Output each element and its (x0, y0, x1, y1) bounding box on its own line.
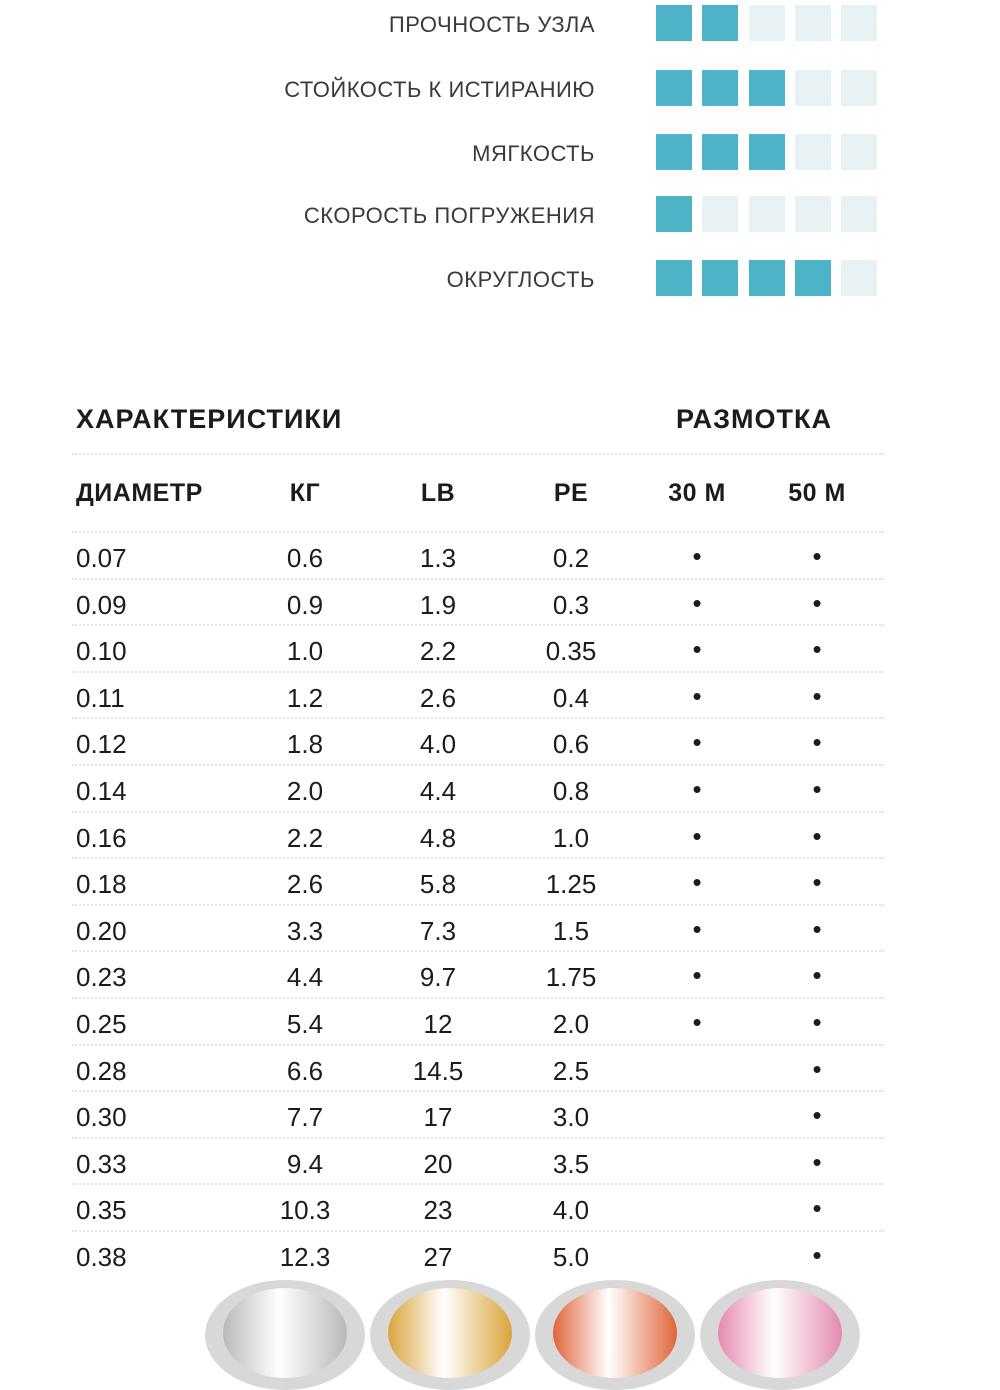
lb-cell: 9.7 (419, 962, 457, 992)
lb-cell: 4.0 (419, 729, 457, 759)
kg-cell: 12.3 (279, 1242, 331, 1272)
kg-cell: 1.8 (286, 729, 324, 759)
rating-square-empty (841, 196, 877, 232)
pe-cell: 0.2 (552, 543, 590, 573)
spool-30m-mark: • (692, 727, 702, 757)
pe-cell: 0.3 (552, 590, 590, 620)
rating-square-filled (795, 260, 831, 296)
spool-image (535, 1280, 695, 1390)
kg-cell: 4.4 (286, 962, 324, 992)
lb-cell: 4.8 (419, 823, 457, 853)
diameter-cell: 0.33 (76, 1149, 127, 1179)
pe-cell: 5.0 (552, 1242, 590, 1272)
row-divider (72, 1137, 884, 1139)
diameter-cell: 0.35 (76, 1195, 127, 1225)
diameter-cell: 0.38 (76, 1242, 127, 1272)
diameter-cell: 0.23 (76, 962, 127, 992)
row-divider (72, 1044, 884, 1046)
row-divider (72, 1090, 884, 1092)
spool-image (370, 1280, 530, 1390)
header-kg: КГ (289, 479, 321, 507)
rating-label: СКОРОСТЬ ПОГРУЖЕНИЯ (303, 203, 595, 228)
diameter-cell: 0.07 (76, 543, 127, 573)
rating-square-empty (841, 260, 877, 296)
specs-title: ХАРАКТЕРИСТИКИ (76, 404, 343, 434)
spool-image (205, 1280, 365, 1390)
diameter-cell: 0.10 (76, 636, 127, 666)
spool-line-color (223, 1288, 347, 1378)
row-divider (72, 531, 884, 533)
rating-square-filled (749, 70, 785, 106)
lb-cell: 2.6 (419, 683, 457, 713)
rating-square-empty (841, 5, 877, 41)
spool-30m-mark: • (692, 867, 702, 897)
pe-cell: 4.0 (552, 1195, 590, 1225)
spool-line-color (553, 1288, 677, 1378)
lb-cell: 4.4 (419, 776, 457, 806)
header-50m: 50 М (788, 479, 846, 507)
lb-cell: 12 (423, 1009, 453, 1039)
kg-cell: 1.2 (286, 683, 324, 713)
rating-row (0, 194, 1000, 234)
rating-square-filled (749, 134, 785, 170)
lb-cell: 2.2 (419, 636, 457, 666)
kg-cell: 10.3 (279, 1195, 331, 1225)
row-divider (72, 671, 884, 673)
rating-square-filled (702, 134, 738, 170)
pe-cell: 0.35 (545, 636, 597, 666)
spool-30m-mark: • (692, 634, 702, 664)
spool-50m-mark: • (812, 1147, 822, 1177)
spool-50m-mark: • (812, 1193, 822, 1223)
pe-cell: 1.5 (552, 916, 590, 946)
kg-cell: 5.4 (286, 1009, 324, 1039)
lb-cell: 1.3 (419, 543, 457, 573)
spool-50m-mark: • (812, 1240, 822, 1270)
spool-30m-mark: • (692, 588, 702, 618)
lb-cell: 5.8 (419, 869, 457, 899)
row-divider (72, 717, 884, 719)
pe-cell: 1.0 (552, 823, 590, 853)
header-30m: 30 М (668, 479, 726, 507)
kg-cell: 2.6 (286, 869, 324, 899)
lb-cell: 14.5 (412, 1056, 464, 1086)
spool-50m-mark: • (812, 914, 822, 944)
pe-cell: 0.8 (552, 776, 590, 806)
rating-square-filled (749, 260, 785, 296)
rating-square-filled (656, 5, 692, 41)
spool-50m-mark: • (812, 681, 822, 711)
rating-label: ПРОЧНОСТЬ УЗЛА (388, 12, 595, 37)
pe-cell: 1.75 (545, 962, 597, 992)
row-divider (72, 1230, 884, 1232)
diameter-cell: 0.25 (76, 1009, 127, 1039)
spool-30m-mark: • (692, 914, 702, 944)
spool-50m-mark: • (812, 960, 822, 990)
diameter-cell: 0.20 (76, 916, 127, 946)
rating-row (0, 132, 1000, 172)
spool-50m-mark: • (812, 821, 822, 851)
lb-cell: 20 (423, 1149, 453, 1179)
header-lb: LB (420, 479, 456, 507)
rating-square-filled (656, 196, 692, 232)
row-divider (72, 857, 884, 859)
row-divider (72, 904, 884, 906)
rating-row (0, 68, 1000, 108)
rating-square-empty (795, 196, 831, 232)
row-divider (72, 578, 884, 580)
rating-label: ОКРУГЛОСТЬ (446, 267, 595, 292)
rating-square-filled (656, 70, 692, 106)
lb-cell: 7.3 (419, 916, 457, 946)
pe-cell: 3.0 (552, 1102, 590, 1132)
rating-square-filled (702, 260, 738, 296)
lb-cell: 17 (423, 1102, 453, 1132)
row-divider (72, 764, 884, 766)
spool-image (700, 1280, 860, 1390)
rating-square-filled (702, 70, 738, 106)
lb-cell: 27 (423, 1242, 453, 1272)
row-divider (72, 950, 884, 952)
rating-square-filled (656, 134, 692, 170)
kg-cell: 1.0 (286, 636, 324, 666)
header-diameter: ДИАМЕТР (76, 479, 203, 507)
spool-50m-mark: • (812, 541, 822, 571)
diameter-cell: 0.14 (76, 776, 127, 806)
spool-30m-mark: • (692, 821, 702, 851)
pe-cell: 0.4 (552, 683, 590, 713)
diameter-cell: 0.09 (76, 590, 127, 620)
header-pe: PE (553, 479, 589, 507)
spool-50m-mark: • (812, 867, 822, 897)
diameter-cell: 0.16 (76, 823, 127, 853)
lb-cell: 1.9 (419, 590, 457, 620)
rating-square-empty (795, 134, 831, 170)
rating-label: МЯГКОСТЬ (472, 141, 595, 166)
spool-30m-mark: • (692, 774, 702, 804)
spool-length-title: РАЗМОТКА (676, 404, 833, 434)
diameter-cell: 0.28 (76, 1056, 127, 1086)
spool-30m-mark: • (692, 681, 702, 711)
spool-50m-mark: • (812, 634, 822, 664)
pe-cell: 1.25 (545, 869, 597, 899)
rating-row (0, 258, 1000, 298)
spool-50m-mark: • (812, 727, 822, 757)
pe-cell: 2.5 (552, 1056, 590, 1086)
rating-square-empty (795, 70, 831, 106)
spool-line-color (718, 1288, 842, 1378)
diameter-cell: 0.11 (76, 683, 125, 713)
diameter-cell: 0.12 (76, 729, 127, 759)
row-divider (72, 811, 884, 813)
rating-square-filled (702, 5, 738, 41)
rating-square-empty (841, 70, 877, 106)
rating-square-empty (795, 5, 831, 41)
row-divider (72, 997, 884, 999)
row-divider (72, 624, 884, 626)
kg-cell: 7.7 (286, 1102, 324, 1132)
spool-50m-mark: • (812, 1100, 822, 1130)
kg-cell: 2.2 (286, 823, 324, 853)
pe-cell: 2.0 (552, 1009, 590, 1039)
spool-50m-mark: • (812, 1007, 822, 1037)
rating-square-empty (702, 196, 738, 232)
rating-square-filled (656, 260, 692, 296)
rating-row (0, 3, 1000, 43)
row-divider (72, 1183, 884, 1185)
rating-square-empty (841, 134, 877, 170)
lb-cell: 23 (423, 1195, 453, 1225)
spool-50m-mark: • (812, 1054, 822, 1084)
kg-cell: 2.0 (286, 776, 324, 806)
pe-cell: 3.5 (552, 1149, 590, 1179)
diameter-cell: 0.30 (76, 1102, 127, 1132)
spool-50m-mark: • (812, 774, 822, 804)
rating-square-empty (749, 5, 785, 41)
kg-cell: 6.6 (286, 1056, 324, 1086)
spool-30m-mark: • (692, 541, 702, 571)
divider (72, 453, 884, 455)
spool-line-color (388, 1288, 512, 1378)
diameter-cell: 0.18 (76, 869, 127, 899)
kg-cell: 3.3 (286, 916, 324, 946)
kg-cell: 0.9 (286, 590, 324, 620)
rating-label: СТОЙКОСТЬ К ИСТИРАНИЮ (284, 77, 595, 102)
spool-50m-mark: • (812, 588, 822, 618)
pe-cell: 0.6 (552, 729, 590, 759)
kg-cell: 9.4 (286, 1149, 324, 1179)
spool-30m-mark: • (692, 1007, 702, 1037)
rating-square-empty (749, 196, 785, 232)
kg-cell: 0.6 (286, 543, 324, 573)
spool-30m-mark: • (692, 960, 702, 990)
